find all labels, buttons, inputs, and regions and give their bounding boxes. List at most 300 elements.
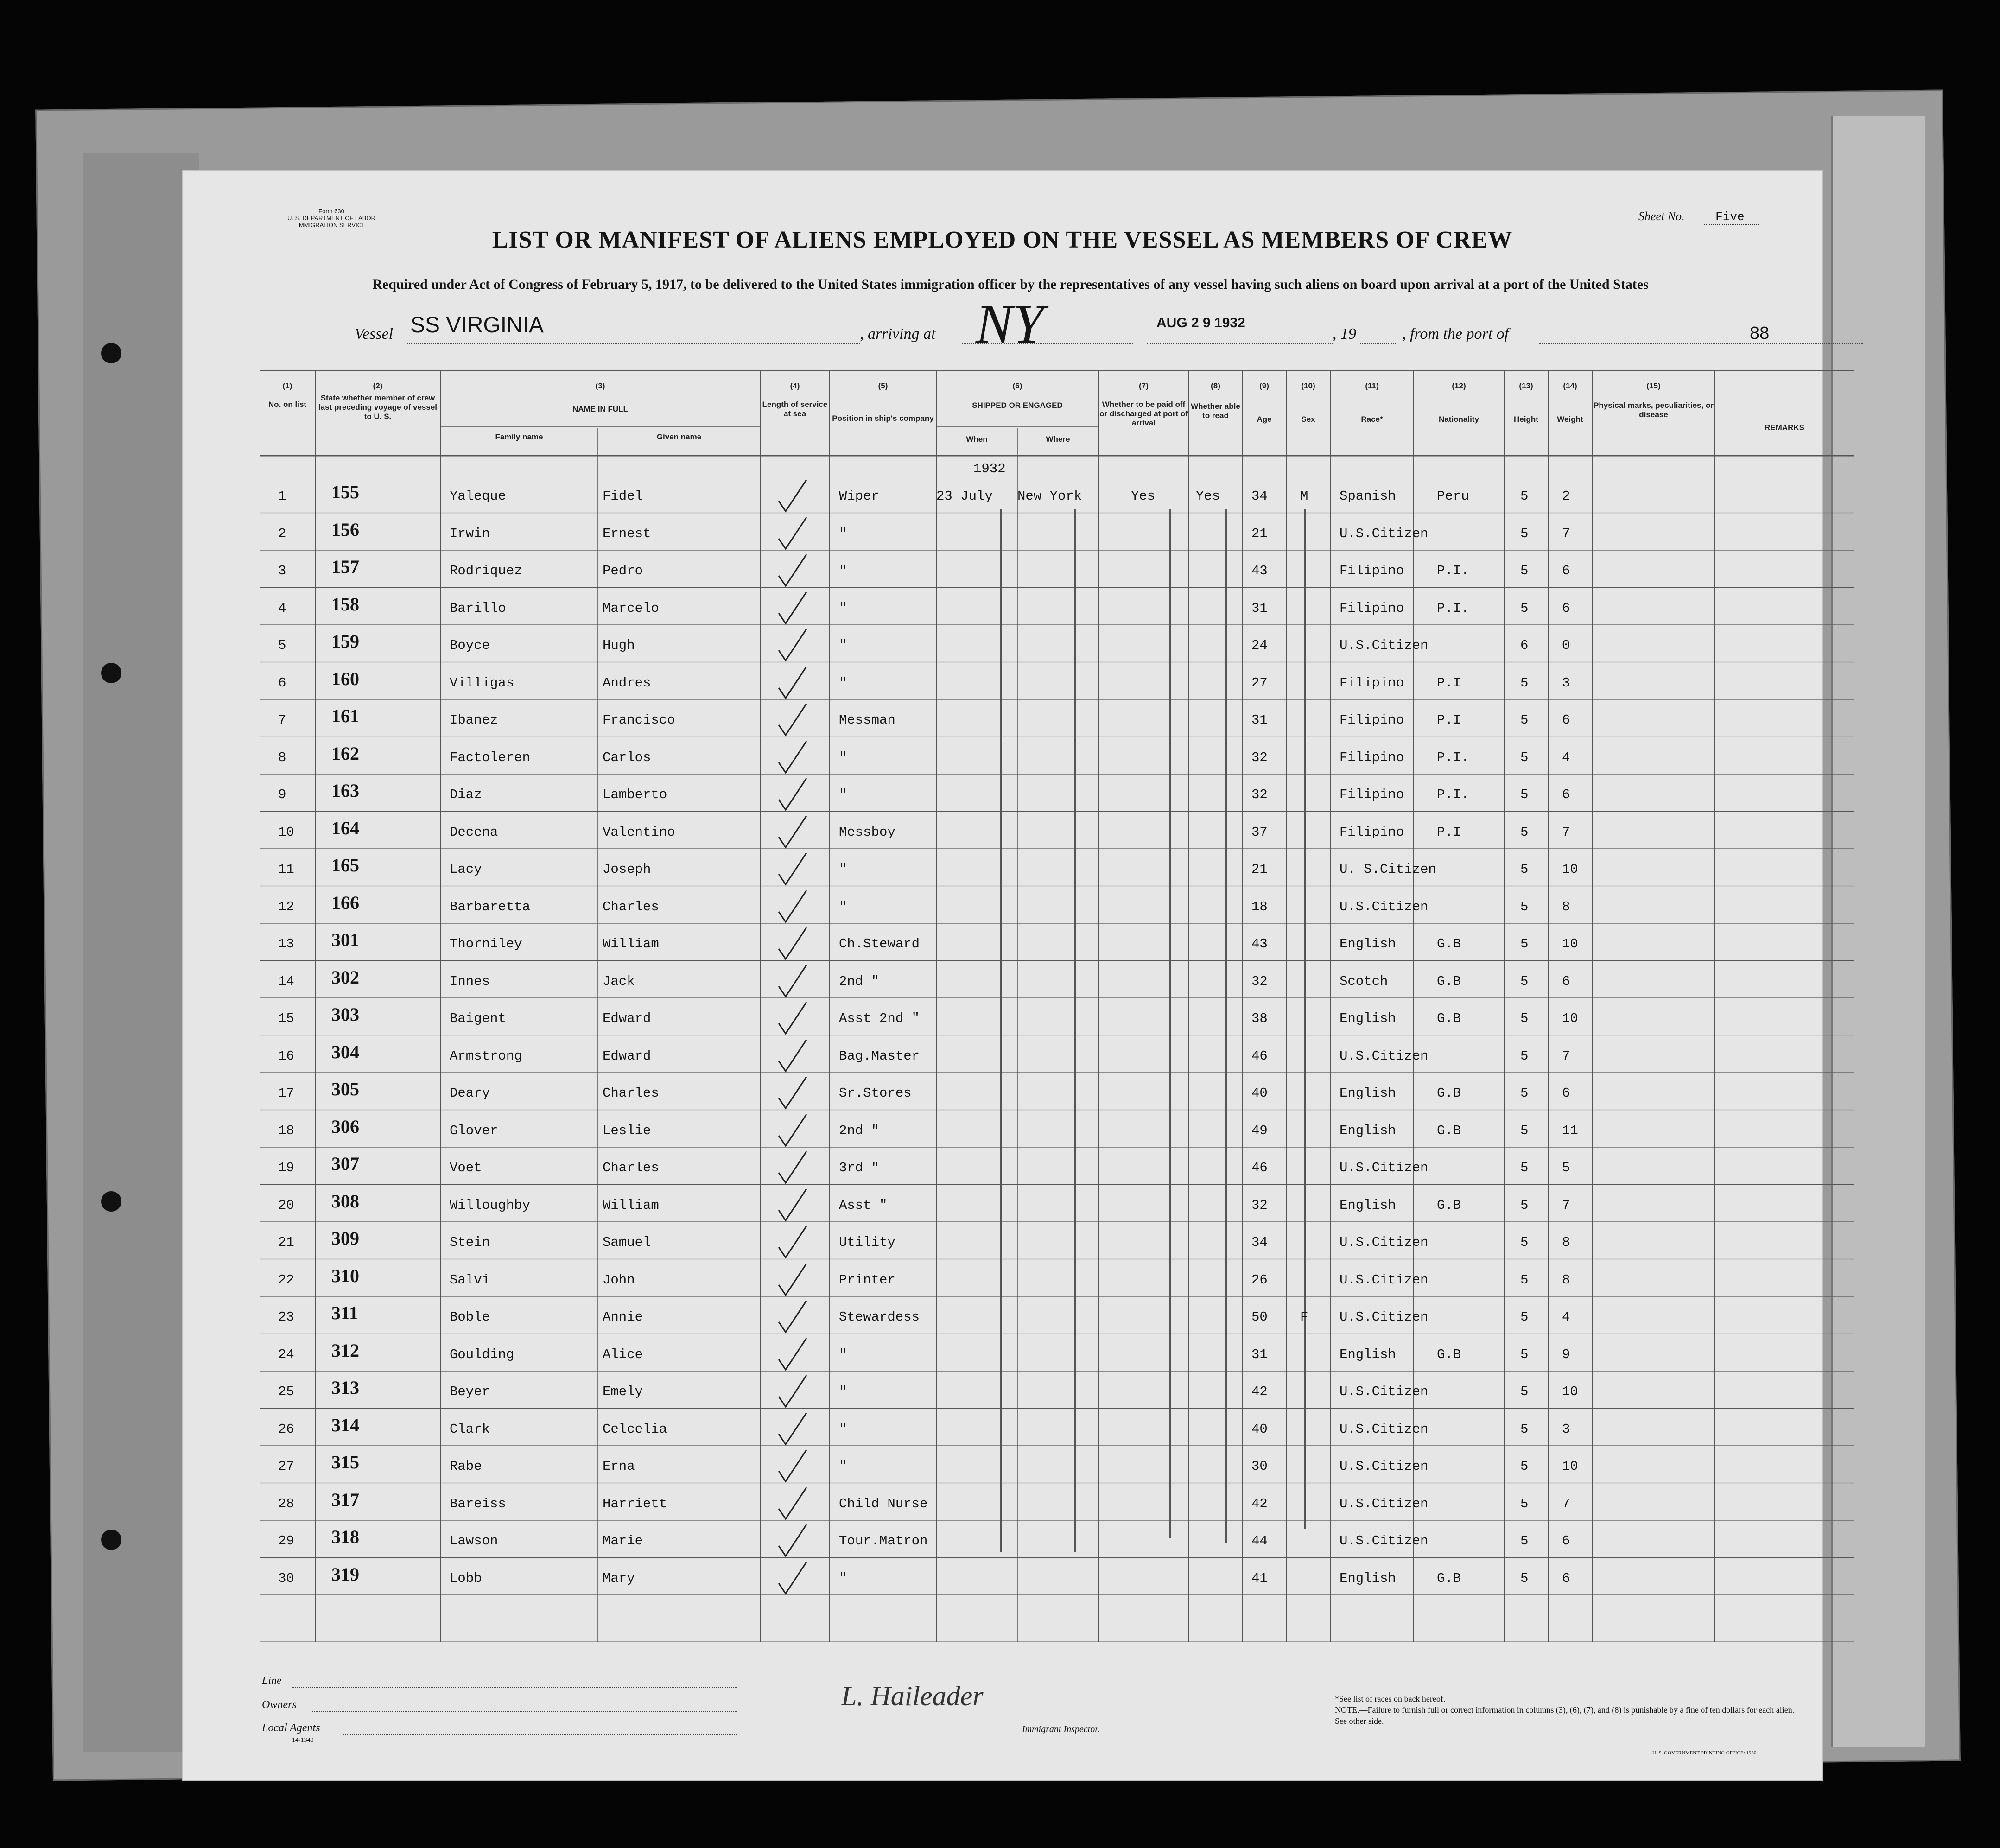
nationality: G.B xyxy=(1437,1086,1461,1101)
check-mark-icon xyxy=(774,590,811,627)
form-header xyxy=(257,208,406,229)
position: " xyxy=(839,675,847,691)
check-mark-icon xyxy=(774,1000,811,1037)
table-row xyxy=(260,1222,1854,1259)
table-row xyxy=(260,625,1854,662)
check-mark-icon xyxy=(774,926,811,963)
family-name: Clark xyxy=(450,1421,490,1437)
weight: 3 xyxy=(1562,1421,1570,1437)
row-number: 5 xyxy=(278,638,286,653)
row-number: 22 xyxy=(278,1272,294,1288)
table-row xyxy=(260,1259,1854,1296)
age: 34 xyxy=(1251,489,1268,504)
binding-hole xyxy=(101,343,121,363)
weight: 6 xyxy=(1562,600,1570,616)
department-name: U. S. DEPARTMENT OF LABOR xyxy=(287,215,375,222)
height: 5 xyxy=(1520,936,1529,952)
row-number: 1 xyxy=(278,489,286,504)
family-name: Armstrong xyxy=(450,1048,522,1064)
given-name: Pedro xyxy=(603,563,643,578)
crew-reference-number: 314 xyxy=(331,1414,359,1435)
header-col8: (8) Whether able to read xyxy=(1191,381,1240,420)
age: 30 xyxy=(1251,1459,1268,1474)
race: English xyxy=(1340,1123,1396,1138)
date-dotline xyxy=(1147,343,1333,344)
age: 24 xyxy=(1251,638,1268,653)
family-name: Barbaretta xyxy=(450,899,531,914)
table-row xyxy=(260,1296,1854,1334)
weight: 7 xyxy=(1562,824,1570,840)
row-number: 24 xyxy=(278,1346,294,1362)
nationality: P.I. xyxy=(1437,600,1469,616)
position: " xyxy=(839,1459,847,1474)
age: 43 xyxy=(1251,563,1268,578)
row-number: 12 xyxy=(278,899,294,914)
check-mark-icon xyxy=(774,627,811,664)
header-col13: (13) Height xyxy=(1514,381,1538,424)
family-name: Lobb xyxy=(450,1570,482,1586)
crew-reference-number: 318 xyxy=(331,1526,359,1547)
age: 40 xyxy=(1251,1421,1268,1437)
binding-hole xyxy=(101,663,121,683)
weight: 6 xyxy=(1562,1533,1570,1549)
height: 5 xyxy=(1520,1496,1529,1511)
header-when: When xyxy=(966,435,988,444)
position: " xyxy=(839,1570,847,1586)
vessel-dotline xyxy=(406,343,860,344)
family-name: Rodriquez xyxy=(450,563,522,578)
from-port-label: , from the port of xyxy=(1402,325,1509,343)
row-number: 10 xyxy=(278,824,294,840)
age: 21 xyxy=(1251,862,1268,877)
family-name: Salvi xyxy=(450,1272,490,1288)
nationality: G.B xyxy=(1437,1197,1461,1213)
height: 5 xyxy=(1520,600,1529,616)
shipped-read: Yes xyxy=(1196,489,1220,504)
race: English xyxy=(1340,1346,1396,1362)
table-row xyxy=(260,1371,1854,1408)
height: 5 xyxy=(1520,824,1529,840)
row-number: 8 xyxy=(278,749,286,765)
height: 5 xyxy=(1520,749,1529,765)
nationality: P.I xyxy=(1437,712,1461,728)
age: 32 xyxy=(1251,787,1268,802)
table-row xyxy=(260,1483,1854,1520)
position: Ch.Steward xyxy=(839,936,920,952)
family-name: Boyce xyxy=(450,638,490,653)
given-name: Samuel xyxy=(603,1235,651,1250)
age: 37 xyxy=(1251,824,1268,840)
race: U.S.Citizen xyxy=(1340,1459,1429,1474)
header-col11: (11) Race* xyxy=(1361,381,1383,424)
given-name: Harriett xyxy=(603,1496,667,1511)
race: Filipino xyxy=(1340,600,1404,616)
inspector-label: Immigrant Inspector. xyxy=(1022,1724,1100,1734)
height: 5 xyxy=(1520,489,1529,504)
family-name: Lacy xyxy=(450,862,482,877)
weight: 7 xyxy=(1562,1496,1570,1511)
crew-reference-number: 162 xyxy=(331,743,359,764)
crew-reference-number: 309 xyxy=(331,1228,359,1249)
position: Utility xyxy=(839,1235,895,1250)
check-mark-icon xyxy=(774,478,811,515)
race: English xyxy=(1340,936,1396,952)
nationality: P.I. xyxy=(1437,563,1469,578)
header-where: Where xyxy=(1046,435,1070,444)
position: Printer xyxy=(839,1272,895,1288)
binding-strip xyxy=(83,153,199,1752)
family-name: Rabe xyxy=(450,1459,482,1474)
check-mark-icon xyxy=(774,1038,811,1075)
race: U.S.Citizen xyxy=(1340,526,1429,541)
family-name: Ibanez xyxy=(450,712,498,728)
weight: 7 xyxy=(1562,526,1570,541)
check-mark-icon xyxy=(774,1299,811,1336)
header-col4: (4) Length of service at sea xyxy=(762,381,828,418)
age: 34 xyxy=(1251,1235,1268,1250)
check-mark-icon xyxy=(774,1373,811,1410)
given-name: Celcelia xyxy=(603,1421,667,1437)
check-mark-icon xyxy=(774,739,811,776)
nationality: P.I. xyxy=(1437,787,1469,802)
footer-line-label: Line xyxy=(262,1675,282,1687)
manifest-table xyxy=(260,370,1854,1642)
row-number: 2 xyxy=(278,526,286,541)
row-number: 19 xyxy=(278,1160,294,1175)
row-number: 18 xyxy=(278,1123,294,1138)
height: 5 xyxy=(1520,712,1529,728)
nationality: G.B xyxy=(1437,1011,1461,1026)
check-mark-icon xyxy=(774,814,811,851)
table-row xyxy=(260,1073,1854,1110)
vessel-name: SS VIRGINIA xyxy=(410,313,544,337)
position: " xyxy=(839,526,847,541)
footer-agents-dotline xyxy=(343,1734,737,1735)
family-name: Glover xyxy=(450,1123,498,1138)
header-given: Given name xyxy=(656,432,702,441)
height: 5 xyxy=(1520,1421,1529,1437)
race: Spanish xyxy=(1340,489,1396,504)
nationality: Peru xyxy=(1437,489,1469,504)
check-mark-icon xyxy=(774,702,811,739)
first-row-year xyxy=(260,456,1854,479)
race: U.S.Citizen xyxy=(1340,1235,1429,1250)
check-mark-icon xyxy=(774,1448,811,1485)
check-mark-icon xyxy=(774,1523,811,1560)
shipped-paid-off: Yes xyxy=(1131,489,1156,504)
row-number: 3 xyxy=(278,563,286,578)
printing-office: U. S. GOVERNMENT PRINTING OFFICE: 1930 xyxy=(1652,1750,1757,1756)
header-remarks: REMARKS xyxy=(1765,423,1804,432)
given-name: Mary xyxy=(603,1570,635,1586)
family-name: Goulding xyxy=(450,1346,514,1362)
year-label: , 19 xyxy=(1333,325,1356,343)
race: English xyxy=(1340,1086,1396,1101)
race: Filipino xyxy=(1340,563,1404,578)
age: 31 xyxy=(1251,1346,1268,1362)
position: Stewardess xyxy=(839,1309,920,1325)
table-row xyxy=(260,550,1854,587)
race-note: *See list of races on back hereof. xyxy=(1335,1694,1446,1703)
check-mark-icon xyxy=(774,1560,811,1597)
nationality: G.B xyxy=(1437,1346,1461,1362)
height: 6 xyxy=(1520,638,1529,653)
weight: 0 xyxy=(1562,638,1570,653)
row-number: 29 xyxy=(278,1533,294,1549)
crew-reference-number: 163 xyxy=(331,780,359,801)
weight: 6 xyxy=(1562,787,1570,802)
weight: 9 xyxy=(1562,1346,1570,1362)
table-row xyxy=(260,662,1854,699)
header-col9: (9) Age xyxy=(1257,381,1272,424)
check-mark-icon xyxy=(774,1486,811,1523)
race: Filipino xyxy=(1340,749,1404,765)
age: 46 xyxy=(1251,1160,1268,1175)
table-row xyxy=(260,513,1854,550)
nationality: P.I. xyxy=(1437,749,1469,765)
crew-reference-number: 305 xyxy=(331,1079,359,1099)
crew-reference-number: 159 xyxy=(331,631,359,652)
family-name: Villigas xyxy=(450,675,514,691)
race: U.S.Citizen xyxy=(1340,1272,1429,1288)
position: Asst 2nd " xyxy=(839,1011,920,1026)
page-subtitle: Required under Act of Congress of February 5, 1917, to be delivered to the United States immigration officer by the representatives of any vessel having such aliens on board upon arrival at a port of the United States xyxy=(372,277,1649,292)
race: U.S.Citizen xyxy=(1340,1048,1429,1064)
table-row xyxy=(260,1147,1854,1184)
family-name: Barillo xyxy=(450,600,506,616)
row-number: 25 xyxy=(278,1384,294,1399)
fine-note: NOTE.—Failure to furnish full or correct information in columns (3), (6), (7), and (8) is punishable by a fine of ten dollars for each alien. See other side. xyxy=(1335,1705,1795,1726)
crew-reference-number: 161 xyxy=(331,705,359,726)
check-mark-icon xyxy=(774,1112,811,1149)
race: English xyxy=(1340,1570,1396,1586)
given-name: Erna xyxy=(603,1459,635,1474)
crew-reference-number: 156 xyxy=(331,519,359,540)
table-row xyxy=(260,1035,1854,1073)
table-row xyxy=(260,849,1854,886)
weight: 3 xyxy=(1562,675,1570,691)
weight: 10 xyxy=(1562,1011,1578,1026)
race: U.S.Citizen xyxy=(1340,899,1429,914)
check-mark-icon xyxy=(774,1187,811,1224)
height: 5 xyxy=(1520,675,1529,691)
inspector-signature: L. Haileader xyxy=(841,1681,984,1711)
table-row xyxy=(260,1334,1854,1371)
weight: 7 xyxy=(1562,1197,1570,1213)
height: 5 xyxy=(1520,1459,1529,1474)
age: 40 xyxy=(1251,1086,1268,1101)
crew-reference-number: 304 xyxy=(331,1041,359,1062)
position: " xyxy=(839,563,847,578)
family-name: Lawson xyxy=(450,1533,498,1549)
height: 5 xyxy=(1520,973,1529,989)
crew-reference-number: 306 xyxy=(331,1116,359,1137)
vessel-line xyxy=(183,293,1822,355)
height: 5 xyxy=(1520,1011,1529,1026)
row-number: 21 xyxy=(278,1235,294,1250)
age: 44 xyxy=(1251,1533,1268,1549)
position: Child Nurse xyxy=(839,1496,928,1511)
age: 38 xyxy=(1251,1011,1268,1026)
table-row xyxy=(260,1110,1854,1147)
check-mark-icon xyxy=(774,1336,811,1373)
age: 32 xyxy=(1251,1197,1268,1213)
race: U.S.Citizen xyxy=(1340,1309,1429,1325)
position: " xyxy=(839,600,847,616)
age: 18 xyxy=(1251,899,1268,914)
age: 31 xyxy=(1251,712,1268,728)
check-mark-icon xyxy=(774,776,811,813)
table-row xyxy=(260,699,1854,737)
crew-reference-number: 164 xyxy=(331,817,359,838)
given-name: Charles xyxy=(603,1160,659,1175)
given-name: Jack xyxy=(603,973,635,989)
height: 5 xyxy=(1520,1086,1529,1101)
age: 50 xyxy=(1251,1309,1268,1325)
given-name: William xyxy=(603,1197,659,1213)
table-row xyxy=(260,774,1854,811)
check-mark-icon xyxy=(774,1411,811,1448)
header-col5: (5) Position in ship's company xyxy=(832,381,934,423)
row-number: 16 xyxy=(278,1048,294,1064)
table-row xyxy=(260,1446,1854,1483)
check-mark-icon xyxy=(774,851,811,888)
table-row xyxy=(260,588,1854,625)
height: 5 xyxy=(1520,1123,1529,1138)
row-number: 26 xyxy=(278,1421,294,1437)
crew-reference-number: 317 xyxy=(331,1489,359,1510)
position: " xyxy=(839,749,847,765)
crew-reference-number: 155 xyxy=(331,482,359,502)
position: Bag.Master xyxy=(839,1048,920,1064)
height: 5 xyxy=(1520,1160,1529,1175)
crew-reference-number: 160 xyxy=(331,668,359,689)
position: Asst " xyxy=(839,1197,888,1213)
row-number: 28 xyxy=(278,1496,294,1511)
header-col7: (7) Whether to be paid off or discharged at port of arrival xyxy=(1099,381,1188,427)
height: 5 xyxy=(1520,1235,1529,1250)
row-number: 7 xyxy=(278,712,286,728)
sex: F xyxy=(1300,1309,1308,1325)
nationality: P.I xyxy=(1437,824,1461,840)
date-stamp: AUG 2 9 1932 xyxy=(1156,315,1245,330)
height: 5 xyxy=(1520,1197,1529,1213)
page-number: 88 xyxy=(1750,324,1770,343)
header-col2: (2) State whether member of crew last preceding voyage of vessel to U. S. xyxy=(318,381,438,421)
family-name: Baigent xyxy=(450,1011,506,1026)
position: " xyxy=(839,1346,847,1362)
weight: 2 xyxy=(1562,489,1570,504)
given-name: Charles xyxy=(603,1086,659,1101)
family-name: Yaleque xyxy=(450,489,506,504)
crew-reference-number: 311 xyxy=(331,1302,358,1323)
crew-reference-number: 166 xyxy=(331,892,359,913)
crew-reference-number: 310 xyxy=(331,1265,359,1286)
page-title: LIST OR MANIFEST OF ALIENS EMPLOYED ON THE VESSEL AS MEMBERS OF CREW xyxy=(492,227,1513,253)
given-name: Francisco xyxy=(603,712,675,728)
check-mark-icon xyxy=(774,552,811,590)
given-name: Alice xyxy=(603,1346,643,1362)
row-number: 11 xyxy=(278,862,294,877)
form-number: Form 630 xyxy=(318,208,344,215)
weight: 10 xyxy=(1562,1459,1578,1474)
age: 42 xyxy=(1251,1496,1268,1511)
header-family: Family name xyxy=(495,432,543,441)
given-name: Lamberto xyxy=(603,787,667,802)
age: 42 xyxy=(1251,1384,1268,1399)
height: 5 xyxy=(1520,899,1529,914)
shipped-when: 23 July xyxy=(936,489,993,504)
position: Wiper xyxy=(839,489,880,504)
position: 3rd " xyxy=(839,1160,880,1175)
header-col1: (1) No. on list xyxy=(268,381,307,409)
given-name: Emely xyxy=(603,1384,643,1399)
crew-reference-number: 307 xyxy=(331,1153,359,1174)
race: English xyxy=(1340,1011,1396,1026)
table-row xyxy=(260,1185,1854,1222)
height: 5 xyxy=(1520,1570,1529,1586)
height: 5 xyxy=(1520,1048,1529,1064)
row-number: 15 xyxy=(278,1011,294,1026)
weight: 7 xyxy=(1562,1048,1570,1064)
weight: 10 xyxy=(1562,862,1578,877)
binding-hole xyxy=(101,1530,121,1550)
row-number: 9 xyxy=(278,787,286,802)
given-name: Edward xyxy=(603,1048,651,1064)
given-name: Charles xyxy=(603,899,659,914)
weight: 6 xyxy=(1562,563,1570,578)
given-name: William xyxy=(603,936,659,952)
position: " xyxy=(839,1384,847,1399)
year-dotline xyxy=(1360,343,1397,344)
crew-reference-number: 165 xyxy=(331,855,359,876)
shipped-where: New York xyxy=(1017,489,1082,504)
table-row xyxy=(260,886,1854,923)
height: 5 xyxy=(1520,1272,1529,1288)
family-name: Deary xyxy=(450,1086,490,1101)
race: U.S.Citizen xyxy=(1340,1421,1429,1437)
position: " xyxy=(839,862,847,877)
position: Messman xyxy=(839,712,895,728)
given-name: Leslie xyxy=(603,1123,651,1138)
given-name: Edward xyxy=(603,1011,651,1026)
race: Filipino xyxy=(1340,712,1404,728)
service-name: IMMIGRATION SERVICE xyxy=(297,222,366,229)
header-col14: (14) Weight xyxy=(1557,381,1583,424)
footer-line-dotline xyxy=(292,1687,737,1688)
check-mark-icon xyxy=(774,963,811,1000)
race: U.S.Citizen xyxy=(1340,1384,1429,1399)
sheet-number xyxy=(1638,210,1759,224)
family-name: Willoughby xyxy=(450,1197,531,1213)
header-col3: (3) NAME IN FULL xyxy=(572,381,628,413)
given-name: Ernest xyxy=(603,526,651,541)
footnotes xyxy=(1335,1693,1798,1727)
table-row xyxy=(260,923,1854,960)
footer-agents-label: Local Agents xyxy=(262,1722,320,1734)
weight: 6 xyxy=(1562,973,1570,989)
crew-reference-number: 303 xyxy=(331,1004,359,1025)
vessel-label: Vessel xyxy=(355,325,394,343)
row-number: 13 xyxy=(278,936,294,952)
crew-reference-number: 302 xyxy=(331,966,359,988)
age: 32 xyxy=(1251,973,1268,989)
crew-reference-number: 157 xyxy=(331,556,359,577)
position: 2nd " xyxy=(839,973,880,989)
height: 5 xyxy=(1520,563,1529,578)
header-col12: (12) Nationality xyxy=(1439,381,1479,424)
height: 5 xyxy=(1520,1533,1529,1549)
